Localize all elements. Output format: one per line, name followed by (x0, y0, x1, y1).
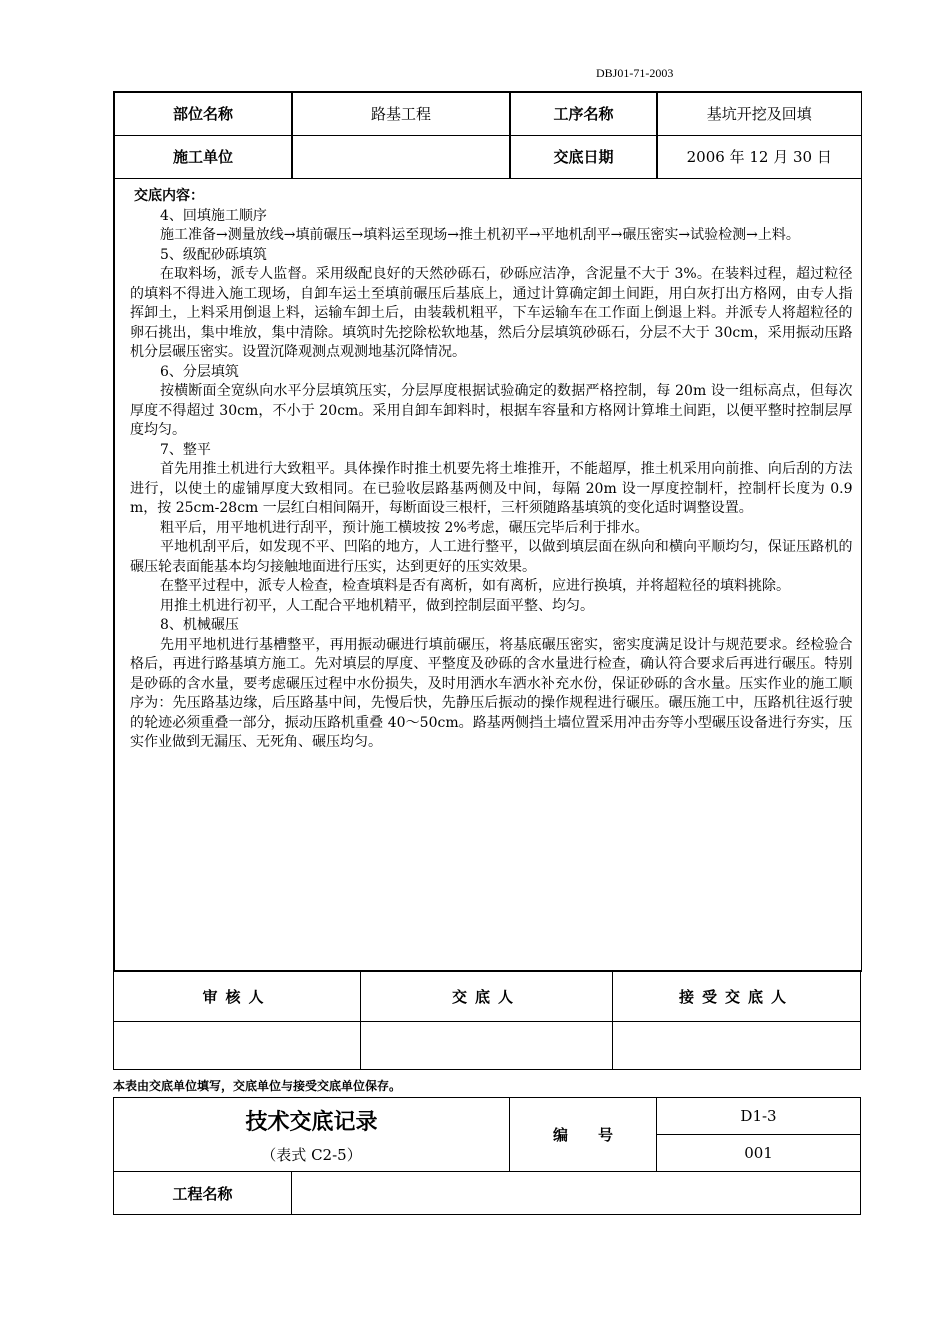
paragraph: 施工准备→测量放线→填前碾压→填料运至现场→推土机初平→平地机刮平→碾压密实→试验检测→上料。 (160, 227, 800, 243)
paragraph: 平地机刮平后，如发现不平、凹陷的地方，人工进行整平，以做到填层面在纵向和横向平顺均匀，保证压路机的碾压轮表面能基本均匀接触地面进行压实，达到更好的压实效果。 (130, 539, 853, 575)
form-title-cell (114, 1098, 510, 1172)
content-body (130, 207, 853, 753)
section-heading: 8、机械碾压 (160, 617, 239, 633)
discloser-signature[interactable] (361, 1022, 613, 1070)
receiver-signature[interactable] (613, 1022, 861, 1070)
date-label: 交底日期 (510, 135, 657, 178)
paragraph: 在整平过程中，派专人检查，检查填料是否有离析，如有离析，应进行换填，并将超粒径的填料挑除。 (160, 578, 790, 594)
paragraph: 先用平地机进行基槽整平，再用振动碾进行填前碾压，将基底碾压密实，密实度满足设计与规范要求。经检验合格后，再进行路基填方施工。先对填层的厚度、平整度及砂砾的含水量进行检查，确认符合要求后再进行碾压。特别是砂砾的含水量，要考虑碾压过程中水份损失，及时用洒水车洒水补充水份，保证砂砾的含水量。压实作业的施工顺序为：先压路基边缘，后压路基中间，先慢后快，先静压后振动的操作规程进行碾压。碾压施工中，压路机往返行驶的轮迹必须重叠一部分，振动压路机重叠 40～50cm。路基两侧挡土墙位置采用冲击夯等小型碾压设备进行夯实，压实作业做到无漏压、无死角、碾压均匀。 (130, 636, 853, 750)
project-name-label: 工程名称 (114, 1172, 292, 1215)
footer-note: 本表由交底单位填写，交底单位与接受交底单位保存。 (113, 1079, 402, 1093)
number-label: 编 号 (510, 1098, 657, 1172)
process-name-label: 工序名称 (510, 92, 657, 135)
process-name-value[interactable]: 基坑开挖及回填 (657, 92, 861, 135)
paragraph: 首先用推土机进行大致粗平。具体操作时推土机要先将土堆推开，不能超厚，推土机采用向前推、向后刮的方法进行，以使土的虚铺厚度大致相同。在已验收层路基两侧及中间，每隔 20m 设一厚度控制杆，控制杆长度为 0.9 m，按 25cm-28cm 一层红白相间隔开，每断面设三根杆，三杆须随路基填筑的变化适时调整设置。 (130, 461, 853, 516)
number-value[interactable]: 001 (657, 1135, 861, 1172)
section-heading: 5、级配砂砾填筑 (160, 246, 267, 263)
disclosure-table (113, 91, 862, 972)
section-heading: 4、回填施工顺序 (160, 207, 267, 224)
content-title: 交底内容： (134, 187, 204, 204)
paragraph: 按横断面全宽纵向水平分层填筑压实，分层厚度根据试验确定的数据严格控制，每 20m 设一组标高点，但每次厚度不得超过 30cm，不小于 20cm。采用自卸车卸料时，根据车容量和方格网计算堆土间距，以便平整时控制层厚度均匀。 (130, 383, 853, 438)
content-area (114, 178, 861, 971)
section-heading: 7、整平 (160, 441, 211, 458)
project-name-value[interactable] (292, 1172, 861, 1215)
form-title: 技术交底记录 (245, 1108, 378, 1135)
section-heading: 6、分层填筑 (160, 363, 239, 380)
form-subtitle: （表式 C2-5） (261, 1145, 362, 1164)
receiver-label: 接受交底人 (613, 971, 861, 1022)
date-value[interactable]: 2006 年 12 月 30 日 (657, 135, 861, 178)
reviewer-signature[interactable] (114, 1022, 361, 1070)
paragraph: 在取料场，派专人监督。采用级配良好的天然砂砾石，砂砾应洁净，含泥量不大于 3%。在装料过程，超过粒径的填料不得进入施工现场，自卸车运土至填前碾压后基底上，通过计算确定卸土间距，用白灰打出方格网，由专人指挥卸土，上料采用倒退上料，运输车卸土后，由装载机粗平，下车运输车在工作面上倒退上料。并派专人将超粒径的卵石挑出，集中堆放，集中清除。填筑时先挖除松软地基，然后分层填筑砂砾石，分层不大于 30cm，采用振动压路机分层碾压密实。设置沉降观测点观测地基沉降情况。 (130, 266, 853, 360)
document-code: DBJ01-71-2003 (596, 66, 674, 80)
signature-table (113, 970, 861, 1070)
part-name-label: 部位名称 (114, 92, 292, 135)
paragraph: 粗平后，用平地机进行刮平，预计施工横坡按 2%考虑，碾压完毕后利于排水。 (160, 519, 649, 536)
part-name-value[interactable]: 路基工程 (292, 92, 510, 135)
discloser-label: 交底人 (361, 971, 613, 1022)
form-header-table (113, 1097, 861, 1215)
construction-unit-label: 施工单位 (114, 135, 292, 178)
number-code: D1-3 (657, 1098, 861, 1135)
construction-unit-value[interactable] (292, 135, 510, 178)
reviewer-label: 审核人 (114, 971, 361, 1022)
paragraph: 用推土机进行初平，人工配合平地机精平，做到控制层面平整、均匀。 (160, 597, 594, 614)
